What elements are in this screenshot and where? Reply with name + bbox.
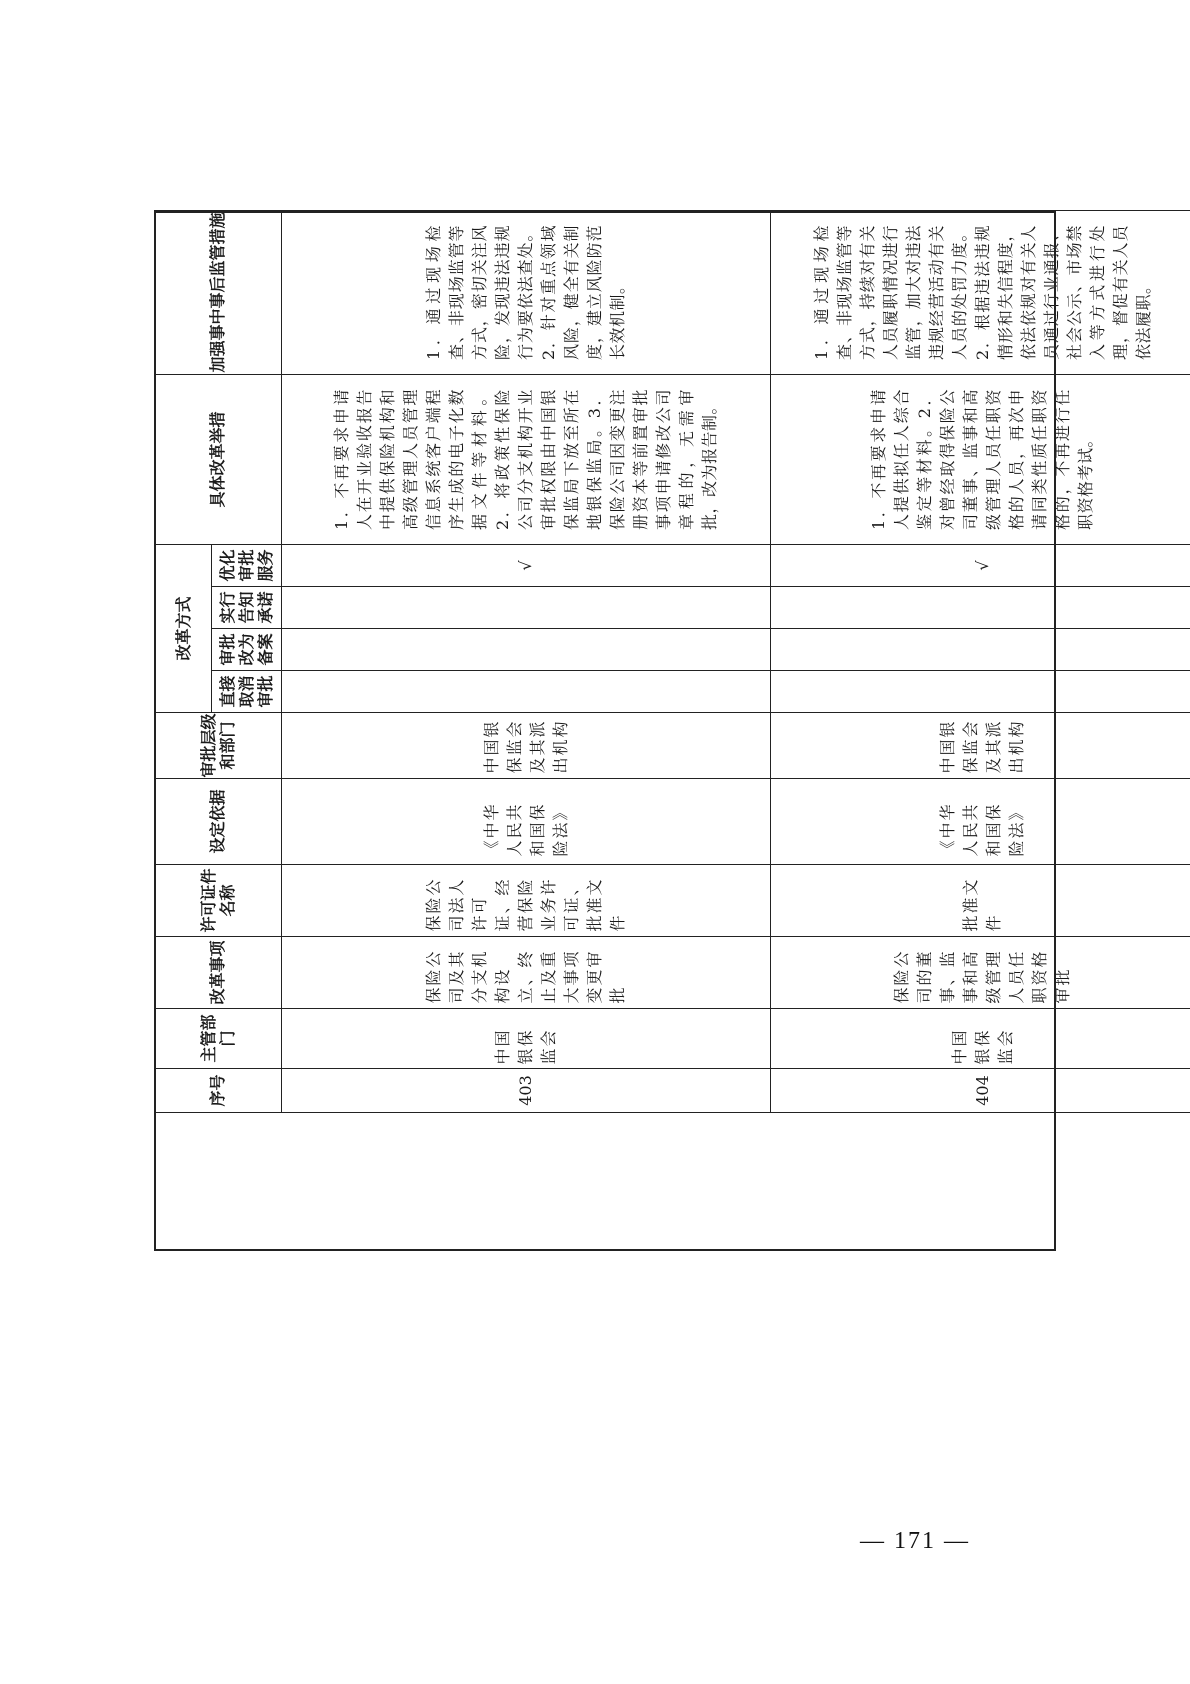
header-basis: 设定依据: [155, 779, 282, 865]
cell-level-text: 中国银保监会及其派出机构: [938, 719, 1027, 774]
cell-m1: [281, 671, 771, 713]
cell-supervision: [281, 210, 771, 374]
cell-license: [281, 865, 771, 937]
cell-license: [771, 865, 1190, 937]
header-method-cancel: 直接取消审批: [212, 671, 281, 713]
header-item: 改革事项: [155, 937, 282, 1009]
cell-dept: [771, 1009, 1190, 1069]
cell-supervision-text: 1．通过现场检查、非现场监管等方式，持续对有关人员履职情况进行监管，加大对违法违规经营活动有关人员的处罚力度。2．根据违法违规情形和失信程度，依法依规对有关人员通过行业通报、社会公示、市场禁入等方式进行处理，督促有关人员依法履职。: [811, 224, 1153, 360]
cell-m4-check-icon: √: [771, 544, 1190, 586]
header-measures: 具体改革举措: [155, 374, 282, 544]
header-row: [155, 210, 212, 1112]
cell-measures-text: 1．不再要求申请人在开业验收报告中提供保险机构和高级管理人员管理信息系统客户端程序生成的电子化数据文件等材料。2．将政策性保险公司分支机构开业审批权限由中国银保监局下放至所在地银保监局。3．保险公司因变更注册资本等前置审批事项申请修改公司章程的，无需审批，改为报告制。: [332, 388, 720, 530]
cell-license-text: 批准文件: [961, 877, 1004, 932]
cell-item-text: 保险公司及其分支机构设立、终止及重大事项变更审批: [424, 949, 628, 1004]
cell-m1: [771, 671, 1190, 713]
header-seq: 序号: [155, 1069, 282, 1113]
cell-seq: 403: [281, 1069, 771, 1113]
table-row: [281, 210, 771, 1112]
cell-m3: [771, 587, 1190, 629]
header-method-filing: 审批改为备案: [212, 629, 281, 671]
cell-license-text: 保险公司法人许可证、经营保险业务许可证、批准文件: [424, 877, 628, 932]
cell-item: [771, 937, 1190, 1009]
cell-basis-text: 《中华人民共和国保险法》: [938, 802, 1027, 857]
cell-supervision: [771, 210, 1190, 374]
cell-dept-text: 中国银保监会: [949, 1028, 1015, 1065]
cell-item: [281, 937, 771, 1009]
header-supervision: 加强事中事后监管措施: [155, 210, 282, 374]
cell-level-text: 中国银保监会及其派出机构: [481, 719, 570, 774]
cell-measures-text: 1．不再要求申请人提供拟任人综合鉴定等材料。2．对曾经取得保险公司董事、监事和高级管理人员任职资格的人员，再次申请同类性质任职资格的，不再进行任职资格考试。: [869, 388, 1096, 530]
cell-m2: [281, 629, 771, 671]
cell-measures: [771, 374, 1190, 544]
cell-m2: [771, 629, 1190, 671]
header-dept: 主管部门: [155, 1009, 282, 1069]
cell-seq: 404: [771, 1069, 1190, 1113]
header-method-notify: 实行告知承诺: [212, 587, 281, 629]
cell-basis: [771, 779, 1190, 865]
cell-basis: [281, 779, 771, 865]
rotated-table-container: [154, 211, 1190, 1113]
cell-m4-check-icon: √: [281, 544, 771, 586]
cell-level: [771, 713, 1190, 779]
cell-basis-text: 《中华人民共和国保险法》: [481, 802, 570, 857]
header-level: 审批层级和部门: [155, 713, 282, 779]
header-method-optimize: 优化审批服务: [212, 544, 281, 586]
header-method-group: 改革方式: [155, 544, 212, 712]
cell-m3: [281, 587, 771, 629]
cell-measures: [281, 374, 771, 544]
cell-dept: [281, 1009, 771, 1069]
header-license: 许可证件名称: [155, 865, 282, 937]
cell-item-text: 保险公司的董事、监事和高级管理人员任职资格审批: [892, 949, 1073, 1004]
cell-supervision-text: 1．通过现场检查、非现场监管等方式，密切关注风险，发现违法违规行为要依法查处。2．针对重点领域风险，健全有关制度，建立风险防范长效机制。: [424, 224, 628, 360]
page-number: — 171 —: [860, 1528, 970, 1554]
cell-level: [281, 713, 771, 779]
reform-items-table: [154, 210, 1190, 1113]
table-row: [771, 210, 1190, 1112]
cell-dept-text: 中国银保监会: [493, 1028, 559, 1065]
